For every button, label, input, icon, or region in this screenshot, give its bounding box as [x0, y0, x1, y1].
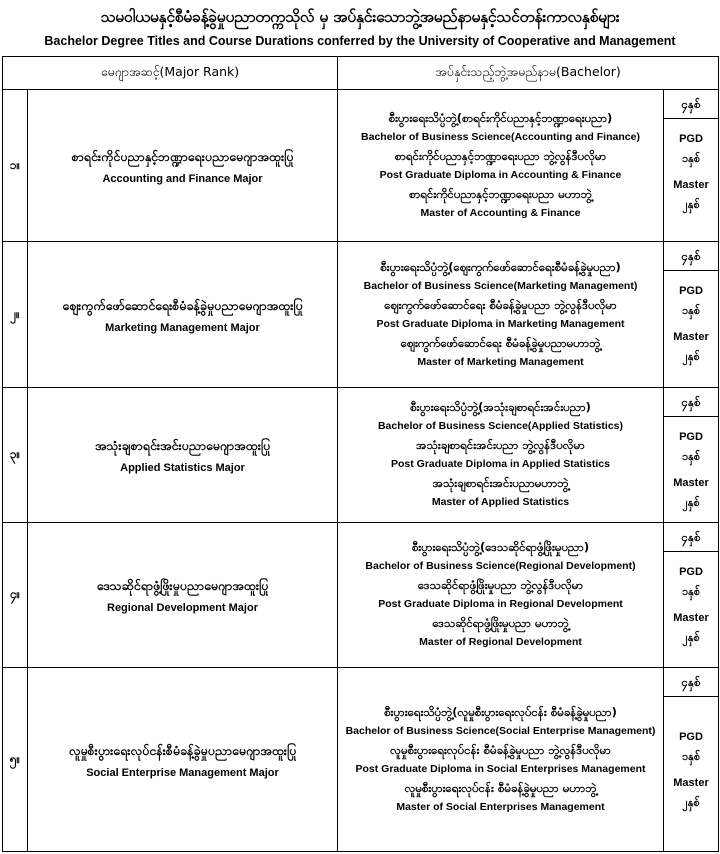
table-header-row — [3, 57, 719, 90]
bachelor-duration: ၄နှစ် — [664, 523, 718, 552]
title-burmese: သမဝါယမနှင့်စီမံခန့်ခွဲမှုပညာတက္ကသိုလ် မှ အပ်နှင်းသောဘွဲ့အမည်နာမနှင့်သင်တန်းကာလနှစ်များ — [100, 8, 620, 26]
master-title-burmese: စာရင်းကိုင်ပညာနှင့်ဘဏ္ဍာရေးပညာ မဟာဘွဲ့ — [409, 186, 592, 201]
pgd-duration: ၁နှစ် — [681, 304, 701, 318]
table-row — [3, 90, 719, 242]
pgd-title-burmese: ဈေးကွက်ဖော်ဆောင်ရေး စီမံခန့်ခွဲမှုပညာ ဘွဲ့လွန်ဒီပလိုမာ — [384, 297, 617, 312]
master-duration: ၂နှစ် — [682, 631, 700, 645]
pgd-label: PGD — [679, 133, 703, 145]
major-name-english: Marketing Management Major — [105, 321, 260, 334]
pgd-duration: ၁နှစ် — [681, 585, 701, 599]
master-duration: ၂နှစ် — [682, 198, 700, 211]
pgd-title-burmese: စာရင်းကိုင်ပညာနှင့်ဘဏ္ဍာရေးပညာ ဘွဲ့လွန်ဒီပလိုမာ — [394, 148, 607, 163]
master-title-english: Master of Marketing Management — [417, 355, 584, 368]
major-name-burmese: ဒေသဆိုင်ရာဖွံ့ဖြိုးမှုပညာမေဂျာအထူးပြု — [96, 578, 269, 594]
pgd-label: PGD — [679, 566, 703, 579]
bachelor-title-english: Bachelor of Business Science(Marketing Management) — [363, 279, 638, 292]
duration-cell — [664, 523, 719, 668]
pgd-title-burmese: ဒေသဆိုင်ရာဖွံ့ဖြိုးမှုပညာ ဘွဲ့လွန်ဒီပလိုမာ — [417, 578, 584, 593]
master-title-english: Master of Social Enterprises Management — [396, 800, 605, 813]
program-cell — [338, 387, 664, 522]
master-title-burmese: ဒေသဆိုင်ရာဖွံ့ဖြိုးမှုပညာ မဟာဘွဲ့ — [432, 616, 569, 631]
pgd-title-english: Post Graduate Diploma in Regional Development — [378, 598, 623, 611]
bachelor-title-burmese: စီးပွားရေးသိပ္ပံဘွဲ့(လူမှုစီးပွားရေးလုပ်ငန်း စီမံခန့်ခွဲမှုပညာ) — [384, 704, 617, 719]
row-number: ၃။ — [3, 387, 28, 522]
row-number: ၁။ — [3, 90, 28, 242]
column-header-major: မေဂျာအဆင့်(Major Rank) — [3, 57, 338, 90]
master-label: Master — [673, 777, 709, 790]
bachelor-title-burmese: စီးပွားရေးသိပ္ပံဘွဲ့(စာရင်းကိုင်ပညာနှင့်ဘဏ္ဍာရေးပညာ) — [388, 110, 613, 125]
bachelor-duration: ၄နှစ် — [664, 90, 718, 119]
duration-cell — [664, 668, 719, 852]
pgd-duration: ၁နှစ် — [681, 750, 701, 764]
master-title-burmese: အသုံးချစာရင်းအင်းပညာမဟာဘွဲ့ — [432, 475, 569, 490]
major-cell — [28, 668, 338, 852]
major-name-burmese: လူမှုစီးပွားရေးလုပ်ငန်းစီမံခန့်ခွဲမှုပညာမေဂျာအထူးပြု — [68, 742, 297, 758]
row-number: ၂။ — [3, 242, 28, 387]
master-title-burmese: ဈေးကွက်ဖော်ဆောင်ရေး စီမံခန့်ခွဲမှုပညာမဟာဘွဲ့ — [400, 335, 601, 350]
major-name-english: Applied Statistics Major — [120, 461, 245, 474]
major-cell — [28, 387, 338, 522]
pgd-title-english: Post Graduate Diploma in Accounting & Finance — [379, 168, 622, 181]
master-title-burmese: လူမှုစီးပွားရေးလုပ်ငန်း စီမံခန့်ခွဲမှုပညာ မဟာဘွဲ့ — [404, 780, 597, 795]
master-label: Master — [673, 476, 709, 489]
major-name-burmese: အသုံးချစာရင်းအင်းပညာမေဂျာအထူးပြု — [94, 437, 271, 453]
pgd-title-burmese: အသုံးချစာရင်းအင်းပညာ ဘွဲ့လွန်ဒီပလိုမာ — [416, 437, 585, 452]
master-title-english: Master of Applied Statistics — [431, 495, 570, 508]
program-cell — [338, 668, 664, 852]
pgd-label: PGD — [679, 430, 703, 443]
pgd-title-english: Post Graduate Diploma in Social Enterprises Management — [355, 762, 646, 775]
major-name-burmese: ဈေးကွက်ဖော်ဆောင်ရေးစီမံခန့်ခွဲမှုပညာမေဂျာအထူးပြု — [62, 297, 303, 313]
duration-cell — [664, 242, 719, 387]
master-title-english: Master of Regional Development — [419, 636, 582, 649]
major-cell — [28, 523, 338, 668]
master-label: Master — [673, 612, 709, 625]
program-cell — [338, 90, 664, 242]
table-row — [3, 523, 719, 668]
program-cell — [338, 242, 664, 387]
pgd-label: PGD — [679, 731, 703, 744]
row-number: ၅။ — [3, 668, 28, 852]
master-title-english: Master of Accounting & Finance — [420, 206, 581, 219]
bachelor-title-burmese: စီးပွားရေးသိပ္ပံဘွဲ့(ဈေးကွက်ဖော်ဆောင်ရေးစီမံခန့်ခွဲမှုပညာ) — [380, 259, 621, 274]
bachelor-duration: ၄နှစ် — [664, 668, 718, 697]
table-row — [3, 242, 719, 387]
pgd-title-burmese: လူမှုစီးပွားရေးလုပ်ငန်း စီမံခန့်ခွဲမှုပညာ ဘွဲ့လွန်ဒီပလိုမာ — [390, 742, 611, 757]
row-number: ၄။ — [3, 523, 28, 668]
bachelor-title-english: Bachelor of Business Science(Applied Statistics) — [377, 419, 624, 432]
title-english: Bachelor Degree Titles and Course Durations conferred by the University of Cooperative and Management — [44, 34, 676, 48]
master-label: Master — [673, 331, 709, 344]
table-row — [3, 387, 719, 522]
major-name-english: Social Enterprise Management Major — [86, 766, 279, 779]
major-name-burmese: စာရင်းကိုင်ပညာနှင့်ဘဏ္ဍာရေးပညာမေဂျာအထူးပြု — [71, 148, 294, 164]
pgd-title-english: Post Graduate Diploma in Applied Statistics — [391, 457, 610, 470]
program-cell — [338, 523, 664, 668]
bachelor-title-english: Bachelor of Business Science(Regional Development) — [365, 560, 636, 573]
bachelor-title-english: Bachelor of Business Science(Accounting and Finance) — [361, 130, 640, 143]
bachelor-duration: ၄နှစ် — [664, 242, 718, 271]
major-name-english: Regional Development Major — [107, 602, 258, 615]
master-duration: ၂နှစ် — [682, 796, 700, 810]
master-duration: ၂နှစ် — [682, 350, 700, 364]
pgd-label: PGD — [679, 285, 703, 298]
degree-table — [2, 56, 719, 852]
bachelor-title-burmese: စီးပွားရေးသိပ္ပံဘွဲ့(ဒေသဆိုင်ရာဖွံ့ဖြိုးမှုပညာ) — [411, 540, 590, 555]
bachelor-duration: ၄နှစ် — [664, 388, 718, 417]
pgd-duration: ၁နှစ် — [681, 152, 701, 165]
major-cell — [28, 242, 338, 387]
master-duration: ၂နှစ် — [682, 495, 700, 509]
bachelor-title-burmese: စီးပွားရေးသိပ္ပံဘွဲ့(အသုံးချစာရင်းအင်းပညာ) — [410, 399, 591, 414]
major-name-english: Accounting and Finance Major — [102, 172, 263, 185]
master-label: Master — [673, 179, 709, 191]
table-row — [3, 668, 719, 852]
pgd-duration: ၁နှစ် — [681, 449, 701, 463]
bachelor-title-english: Bachelor of Business Science(Social Enterprise Management) — [345, 724, 656, 737]
column-header-program: အပ်နှင်းသည့်ဘွဲ့အမည်နာမ(Bachelor) — [338, 57, 719, 90]
major-cell — [28, 90, 338, 242]
duration-cell — [664, 90, 719, 242]
duration-cell — [664, 387, 719, 522]
document-header — [0, 0, 720, 50]
pgd-title-english: Post Graduate Diploma in Marketing Management — [376, 317, 625, 330]
